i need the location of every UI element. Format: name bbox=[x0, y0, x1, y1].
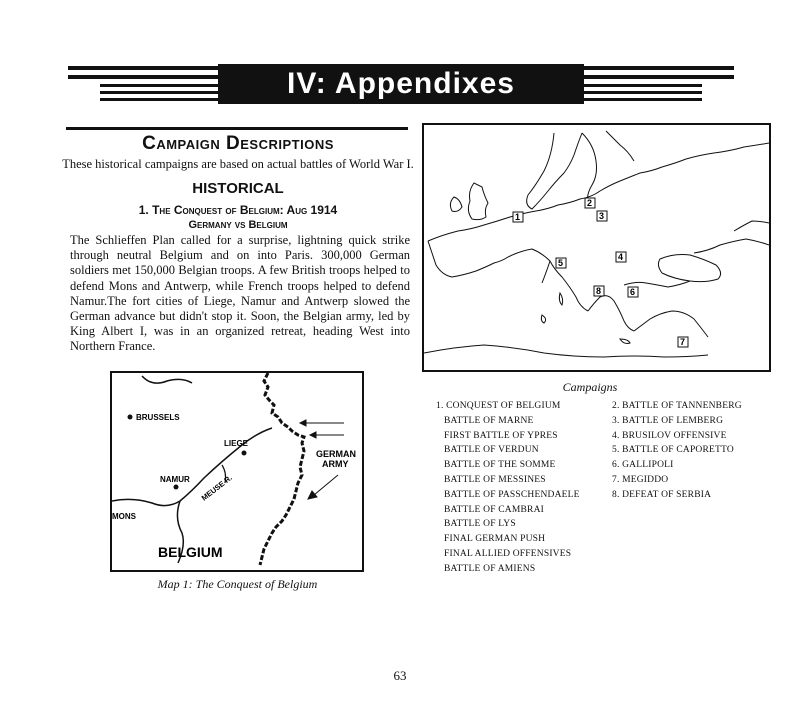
marker-8: 8 bbox=[596, 286, 602, 296]
campaign-item: BATTLE OF LYS bbox=[444, 519, 516, 530]
map-label-german-army: GERMAN bbox=[316, 449, 356, 459]
campaign-heading: 1. The Conquest of Belgium: Aug 1914 bbox=[138, 203, 338, 217]
campaign-item: 3. BATTLE OF LEMBERG bbox=[612, 415, 724, 426]
campaign-item: BATTLE OF VERDUN bbox=[444, 445, 539, 456]
marker-5: 5 bbox=[558, 258, 564, 268]
german-border bbox=[260, 373, 304, 565]
europe-coastline bbox=[424, 131, 769, 357]
marker-1: 1 bbox=[515, 212, 521, 222]
section-intro: These historical campaigns are based on actual battles of World War I. bbox=[62, 157, 414, 171]
map-label-belgium: BELGIUM bbox=[158, 544, 223, 560]
campaign-item: 4. BRUSILOV OFFENSIVE bbox=[612, 430, 727, 441]
europe-map bbox=[422, 123, 771, 372]
river-line bbox=[142, 376, 192, 383]
campaign-item: BATTLE OF MESSINES bbox=[444, 474, 546, 485]
campaign-item: 6. GALLIPOLI bbox=[612, 460, 674, 471]
section-rule bbox=[66, 127, 408, 130]
campaign-item: BATTLE OF PASSCHENDAELE bbox=[444, 489, 580, 500]
campaign-item: BATTLE OF AMIENS bbox=[444, 563, 536, 574]
category-heading: HISTORICAL bbox=[192, 180, 284, 197]
campaign-item: FIRST BATTLE OF YPRES bbox=[444, 430, 558, 441]
campaign-item: 5. BATTLE OF CAPORETTO bbox=[612, 445, 734, 456]
campaigns-list-left bbox=[436, 399, 580, 577]
campaign-item: FINAL GERMAN PUSH bbox=[444, 534, 546, 545]
campaign-description: The Schlieffen Plan called for a surprise, lightning quick strike through neutral Belgium and on into Paris. 300,000 German soldiers met 150,000 Belgian troops. A few British troops helped to defend Mons and Antwerp, while French troops helped to defend Namur.The fort cities of Liege, Namur and Antwerp slowed the German advance but didn't stop it. Soon, the Belgian army, led by King Albert I, was in an organized retreat, heading West into Northern France. bbox=[70, 233, 410, 354]
campaign-item: 2. BATTLE OF TANNENBERG bbox=[612, 401, 742, 411]
campaign-item: FINAL ALLIED OFFENSIVES bbox=[444, 548, 572, 559]
marker-2: 2 bbox=[587, 198, 593, 208]
map-label-namur: NAMUR bbox=[160, 475, 190, 484]
map-caption: Map 1: The Conquest of Belgium bbox=[157, 577, 318, 591]
campaign-sides: Germany vs Belgium bbox=[188, 219, 288, 231]
campaigns-list-right bbox=[612, 399, 742, 503]
marker-6: 6 bbox=[630, 287, 636, 297]
marker-4: 4 bbox=[618, 252, 624, 262]
campaign-item: 1. CONQUEST OF BELGIUM bbox=[436, 401, 561, 411]
campaign-item: 8. DEFEAT OF SERBIA bbox=[612, 489, 712, 500]
map-label-liege: LIEGE bbox=[224, 439, 249, 448]
campaign-item: BATTLE OF CAMBRAI bbox=[444, 504, 544, 515]
campaign-item: BATTLE OF MARNE bbox=[444, 415, 534, 426]
campaigns-title: Campaigns bbox=[562, 380, 618, 394]
map-label-meuse: MEUSE R. bbox=[199, 473, 234, 503]
chapter-title: IV: Appendixes bbox=[218, 64, 584, 104]
marker-3: 3 bbox=[599, 211, 605, 221]
marker-7: 7 bbox=[680, 337, 686, 347]
page-number: 63 bbox=[393, 668, 407, 683]
section-title: Campaign Descriptions bbox=[142, 133, 334, 154]
liege-dot bbox=[242, 451, 247, 456]
map-label-mons: MONS bbox=[112, 512, 136, 521]
map-label-brussels: BRUSSELS bbox=[136, 413, 180, 422]
belgium-map bbox=[110, 371, 364, 572]
map-label-german-army-2: ARMY bbox=[322, 459, 349, 469]
brussels-dot bbox=[128, 415, 133, 420]
namur-dot bbox=[174, 485, 179, 490]
campaign-item: 7. MEGIDDO bbox=[612, 474, 669, 485]
campaign-item: BATTLE OF THE SOMME bbox=[444, 460, 556, 471]
